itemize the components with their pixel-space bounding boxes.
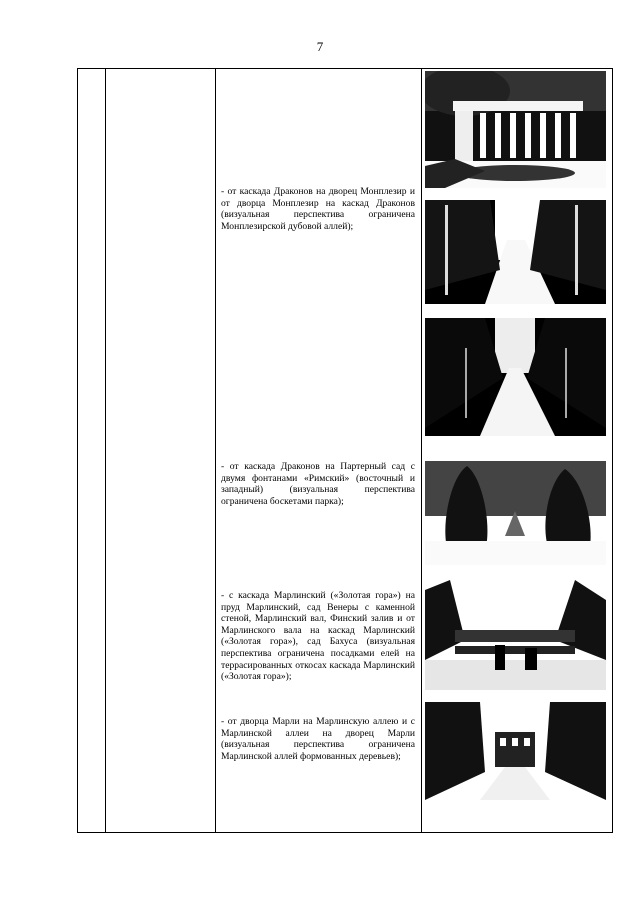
text-entry-4: - от дворца Марли на Марлинскую аллею и с Марлинской аллеи на дворец Марли (визуальная перспектива ограничена Марлинской аллей формованных деревьев); [221,716,415,762]
column-divider [215,69,216,832]
text-entry-2: - от каскада Драконов на Партерный сад с двумя фонтанами «Римский» (восточный и западный) (визуальная перспектива ограничена боскетами парка); [221,461,415,507]
marly-palace-photo [425,702,606,800]
page-number: 7 [316,39,324,54]
text-entry-3: - с каскада Марлинский («Золотая гора») на пруд Марлинский, сад Венеры с каменной стеной, Марлинский вал, Финский залив и от Марлинского вала на каскад Марлинский («Золотая гора»), сад Бахуса (визуальная перспектива ограничена посадками елей на террасированных откосах каскада Марлинский («Золотая гора»); [221,590,415,683]
text-entry-1: - от каскада Драконов на дворец Монплезир и от дворца Монплезир на каскад Драконов (визуальная перспектива ограничена Монплезирской дубовой аллей); [221,186,415,232]
alley-photo [425,200,606,304]
topiary-photo [425,461,606,565]
alley-trees-photo [425,318,606,436]
column-divider [105,69,106,832]
column-divider [421,69,422,832]
colonnade-photo [425,71,606,188]
cascade-photo [425,580,606,690]
